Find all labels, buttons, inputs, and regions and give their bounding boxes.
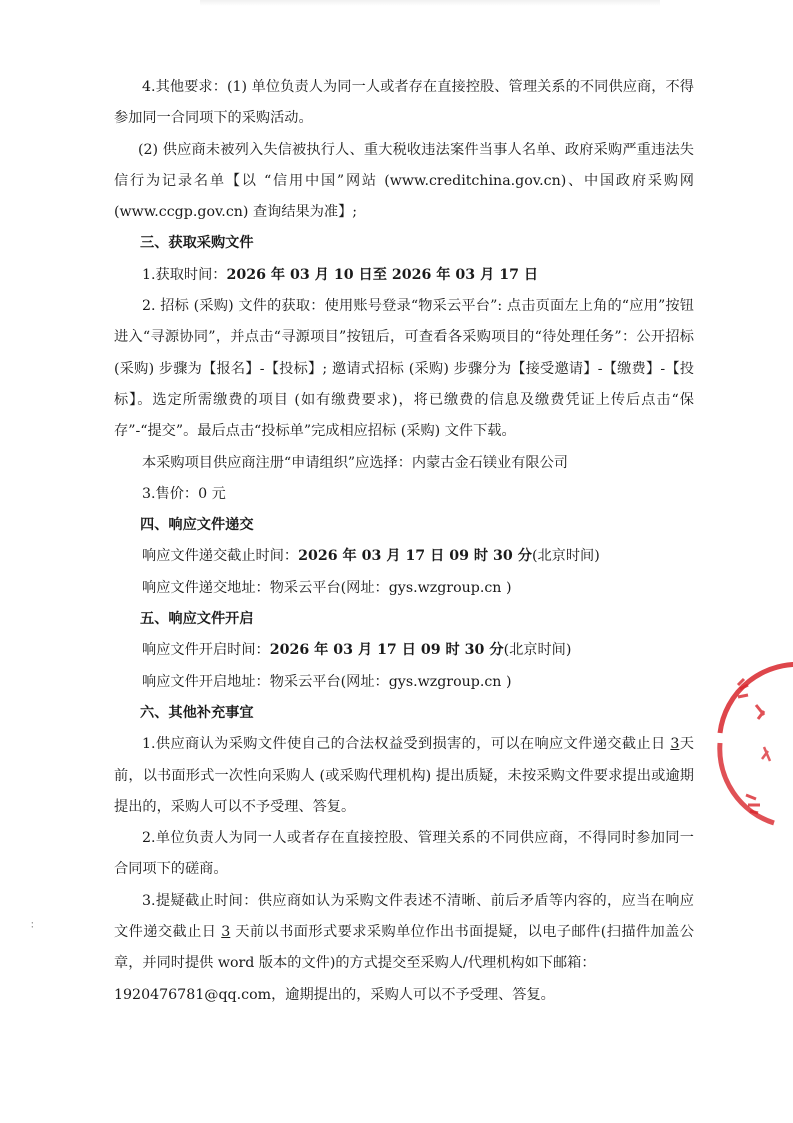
obtain-time-line bbox=[114, 260, 694, 291]
complaint-days: 3 bbox=[670, 736, 680, 753]
complaint-text-b: 天前，以书面形式一次性向采购人 (或采购代理机构) 提出质疑，未按采购文件要求提出或逾期提出的，采购人可以不予受理、答复。 bbox=[114, 736, 694, 815]
complaint-paragraph bbox=[114, 729, 694, 823]
registration-org-paragraph: 本采购项目供应商注册“申请组织”应选择：内蒙古金石镁业有限公司 bbox=[142, 454, 568, 471]
email-paragraph: 1920476781@qq.com，逾期提出的，采购人可以不予受理、答复。 bbox=[114, 986, 555, 1003]
opening-time-label: 响应文件开启时间： bbox=[142, 642, 270, 659]
seal-stamp-icon bbox=[712, 655, 793, 835]
opening-time-suffix: (北京时间) bbox=[503, 642, 572, 659]
submission-deadline-label: 响应文件递交截止时间： bbox=[142, 548, 299, 565]
company-seal-fragment bbox=[712, 655, 793, 835]
credit-check-paragraph: (2) 供应商未被列入失信被执行人、重大税收违法案件当事人名单、政府采购严重违法失信行为记录名单【以 “信用中国”网站 (www.creditchina.gov.cn)、中国政府采购网 (www.ccgp.gov.cn) 查询结果为准】; bbox=[114, 141, 694, 221]
complaint-text-a: 1.供应商认为采购文件使自己的合法权益受到损害的，可以在响应文件递交截止日 bbox=[142, 736, 671, 753]
section-heading-obtain-documents: 三、获取采购文件 bbox=[140, 235, 254, 252]
query-days: 3 bbox=[221, 924, 231, 941]
query-text-b: 天前以书面形式要求采购单位作出书面提疑，以电子邮件(扫描件加盖公章，并同时提供 word 版本的文件)的方式提交至采购人/代理机构如下邮箱： bbox=[114, 924, 694, 972]
obtain-time-label: 1.获取时间： bbox=[142, 266, 227, 283]
submission-address-line: 响应文件递交地址：物采云平台(网址：gys.wzgroup.cn ) bbox=[142, 579, 512, 596]
submission-deadline-value: 2026 年 03 月 17 日 09 时 30 分 bbox=[298, 548, 532, 565]
document-body bbox=[114, 72, 694, 1011]
section-heading-submission: 四、响应文件递交 bbox=[140, 517, 254, 534]
obtain-time-value: 2026 年 03 月 10 日至 2026 年 03 月 17 日 bbox=[226, 266, 539, 283]
scan-edge-shadow bbox=[200, 0, 660, 6]
opening-time-value: 2026 年 03 月 17 日 09 时 30 分 bbox=[269, 642, 504, 659]
price-line: 3.售价：0 元 bbox=[142, 485, 226, 502]
section-heading-opening: 五、响应文件开启 bbox=[140, 611, 254, 628]
query-deadline-paragraph bbox=[114, 886, 694, 980]
obtain-method-paragraph: 2. 招标 (采购) 文件的获取：使用账号登录“物采云平台”: 点击页面左上角的“应用”按钮进入“寻源协同”，并点击“寻源项目”按钮后，可查看各采购项目的“待处理任务”：公开招标 (采购) 步骤为【报名】-【投标】; 邀请式招标 (采购) 步骤分为【接受邀请】-【缴费】-【投标】。选定所需缴费的项目 (如有缴费要求)，将已缴费的信息及缴费凭证上传后点击“保存”-“提交”。最后点击“投标单”完成相应招标 (采购) 文件下载。 bbox=[114, 298, 694, 440]
section-heading-supplementary: 六、其他补充事宜 bbox=[140, 704, 254, 721]
query-text-a: 3.提疑截止时间：供应商如认为采购文件表述不清晰、前后矛盾等内容的，应当在响应文件递交截止日 bbox=[114, 892, 694, 941]
margin-mark: ： bbox=[30, 920, 40, 931]
submission-deadline-suffix: (北京时间) bbox=[531, 548, 600, 565]
opening-time-line bbox=[114, 635, 694, 666]
opening-address-line: 响应文件开启地址：物采云平台(网址：gys.wzgroup.cn ) bbox=[142, 673, 512, 690]
other-requirements-paragraph: 4.其他要求：(1) 单位负责人为同一人或者存在直接控股、管理关系的不同供应商，不得参加同一合同项下的采购活动。 bbox=[114, 79, 694, 127]
no-joint-bid-paragraph: 2.单位负责人为同一人或者存在直接控股、管理关系的不同供应商，不得同时参加同一合同项下的磋商。 bbox=[114, 830, 694, 878]
submission-deadline-line bbox=[114, 541, 694, 572]
